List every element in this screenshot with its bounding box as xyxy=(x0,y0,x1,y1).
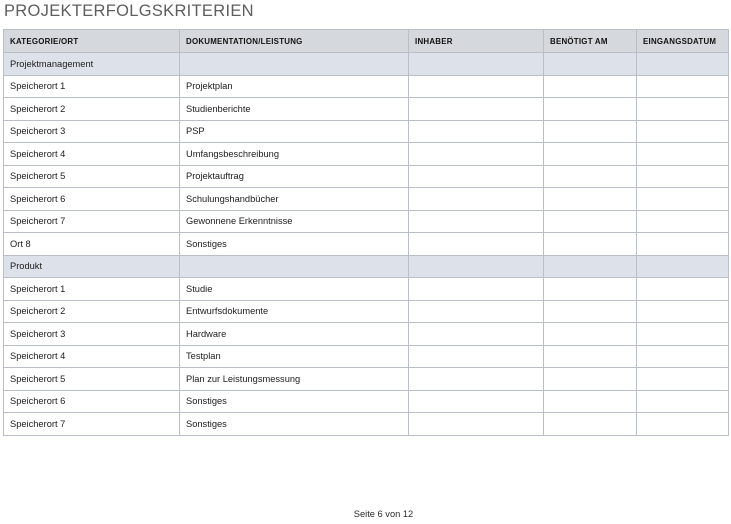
table-header xyxy=(4,30,729,53)
column-header-dokumentation_leistung: DOKUMENTATION/LEISTUNG xyxy=(180,30,409,53)
cell-kategorie_ort: Speicherort 5 xyxy=(4,368,180,391)
cell-kategorie_ort: Speicherort 7 xyxy=(4,413,180,436)
cell-eingangsdatum[interactable] xyxy=(637,345,729,368)
cell-inhaber[interactable] xyxy=(409,188,544,211)
cell-inhaber[interactable] xyxy=(409,143,544,166)
cell-kategorie_ort: Speicherort 1 xyxy=(4,75,180,98)
group-empty-cell-eingangsdatum xyxy=(637,53,729,76)
cell-eingangsdatum[interactable] xyxy=(637,120,729,143)
cell-benoetigt_am[interactable] xyxy=(544,345,637,368)
cell-dokumentation_leistung: Studie xyxy=(180,278,409,301)
cell-inhaber[interactable] xyxy=(409,233,544,256)
table-row xyxy=(4,413,729,436)
table-row xyxy=(4,278,729,301)
cell-kategorie_ort: Speicherort 4 xyxy=(4,143,180,166)
table-row xyxy=(4,323,729,346)
cell-inhaber[interactable] xyxy=(409,210,544,233)
table-row xyxy=(4,120,729,143)
table-row xyxy=(4,345,729,368)
cell-inhaber[interactable] xyxy=(409,75,544,98)
cell-dokumentation_leistung: Entwurfsdokumente xyxy=(180,300,409,323)
cell-eingangsdatum[interactable] xyxy=(637,233,729,256)
project-success-criteria-table xyxy=(3,29,729,436)
group-empty-cell-inhaber xyxy=(409,53,544,76)
cell-inhaber[interactable] xyxy=(409,345,544,368)
group-label: Projektmanagement xyxy=(4,53,180,76)
cell-eingangsdatum[interactable] xyxy=(637,390,729,413)
cell-benoetigt_am[interactable] xyxy=(544,368,637,391)
cell-inhaber[interactable] xyxy=(409,120,544,143)
table-row xyxy=(4,390,729,413)
cell-inhaber[interactable] xyxy=(409,98,544,121)
cell-dokumentation_leistung: Projektauftrag xyxy=(180,165,409,188)
cell-dokumentation_leistung: Umfangsbeschreibung xyxy=(180,143,409,166)
cell-kategorie_ort: Speicherort 4 xyxy=(4,345,180,368)
group-empty-cell-inhaber xyxy=(409,255,544,278)
table-body xyxy=(4,53,729,436)
group-empty-cell-benoetigt_am xyxy=(544,53,637,76)
cell-benoetigt_am[interactable] xyxy=(544,210,637,233)
table-row xyxy=(4,165,729,188)
cell-eingangsdatum[interactable] xyxy=(637,210,729,233)
cell-benoetigt_am[interactable] xyxy=(544,75,637,98)
cell-kategorie_ort: Speicherort 2 xyxy=(4,300,180,323)
cell-dokumentation_leistung: Sonstiges xyxy=(180,233,409,256)
column-header-benoetigt_am: BENÖTIGT AM xyxy=(544,30,637,53)
cell-kategorie_ort: Speicherort 1 xyxy=(4,278,180,301)
cell-eingangsdatum[interactable] xyxy=(637,278,729,301)
cell-benoetigt_am[interactable] xyxy=(544,390,637,413)
cell-benoetigt_am[interactable] xyxy=(544,143,637,166)
column-header-kategorie_ort: KATEGORIE/ORT xyxy=(4,30,180,53)
cell-benoetigt_am[interactable] xyxy=(544,98,637,121)
table-row xyxy=(4,300,729,323)
page-number-label: Seite 6 von 12 xyxy=(353,509,414,519)
table-group-row xyxy=(4,53,729,76)
cell-kategorie_ort: Speicherort 6 xyxy=(4,390,180,413)
column-header-eingangsdatum: EINGANGSDATUM xyxy=(637,30,729,53)
cell-eingangsdatum[interactable] xyxy=(637,413,729,436)
cell-dokumentation_leistung: Studienberichte xyxy=(180,98,409,121)
criteria-table-container xyxy=(3,29,728,436)
cell-eingangsdatum[interactable] xyxy=(637,300,729,323)
page-footer xyxy=(0,509,731,519)
table-row xyxy=(4,368,729,391)
cell-kategorie_ort: Speicherort 3 xyxy=(4,120,180,143)
group-label: Produkt xyxy=(4,255,180,278)
table-row xyxy=(4,75,729,98)
cell-inhaber[interactable] xyxy=(409,165,544,188)
cell-dokumentation_leistung: PSP xyxy=(180,120,409,143)
cell-dokumentation_leistung: Sonstiges xyxy=(180,390,409,413)
cell-dokumentation_leistung: Sonstiges xyxy=(180,413,409,436)
page-title: PROJEKTERFOLGSKRITERIEN xyxy=(4,2,254,20)
cell-eingangsdatum[interactable] xyxy=(637,143,729,166)
cell-benoetigt_am[interactable] xyxy=(544,300,637,323)
cell-dokumentation_leistung: Plan zur Leistungsmessung xyxy=(180,368,409,391)
cell-eingangsdatum[interactable] xyxy=(637,165,729,188)
group-empty-cell-dokumentation_leistung xyxy=(180,255,409,278)
column-header-inhaber: INHABER xyxy=(409,30,544,53)
table-row xyxy=(4,188,729,211)
cell-benoetigt_am[interactable] xyxy=(544,233,637,256)
cell-benoetigt_am[interactable] xyxy=(544,120,637,143)
table-group-row xyxy=(4,255,729,278)
cell-dokumentation_leistung: Schulungshandbücher xyxy=(180,188,409,211)
cell-benoetigt_am[interactable] xyxy=(544,278,637,301)
table-row xyxy=(4,210,729,233)
cell-benoetigt_am[interactable] xyxy=(544,165,637,188)
cell-kategorie_ort: Speicherort 5 xyxy=(4,165,180,188)
cell-dokumentation_leistung: Hardware xyxy=(180,323,409,346)
table-row xyxy=(4,143,729,166)
cell-benoetigt_am[interactable] xyxy=(544,188,637,211)
cell-kategorie_ort: Speicherort 7 xyxy=(4,210,180,233)
table-row xyxy=(4,98,729,121)
cell-kategorie_ort: Speicherort 3 xyxy=(4,323,180,346)
cell-kategorie_ort: Speicherort 6 xyxy=(4,188,180,211)
cell-inhaber[interactable] xyxy=(409,368,544,391)
cell-eingangsdatum[interactable] xyxy=(637,75,729,98)
cell-inhaber[interactable] xyxy=(409,278,544,301)
group-empty-cell-eingangsdatum xyxy=(637,255,729,278)
cell-dokumentation_leistung: Testplan xyxy=(180,345,409,368)
cell-inhaber[interactable] xyxy=(409,390,544,413)
cell-inhaber[interactable] xyxy=(409,413,544,436)
group-empty-cell-dokumentation_leistung xyxy=(180,53,409,76)
cell-benoetigt_am[interactable] xyxy=(544,323,637,346)
cell-kategorie_ort: Speicherort 2 xyxy=(4,98,180,121)
table-header-row xyxy=(4,30,729,53)
cell-eingangsdatum[interactable] xyxy=(637,188,729,211)
cell-eingangsdatum[interactable] xyxy=(637,98,729,121)
group-empty-cell-benoetigt_am xyxy=(544,255,637,278)
cell-kategorie_ort: Ort 8 xyxy=(4,233,180,256)
cell-inhaber[interactable] xyxy=(409,323,544,346)
cell-benoetigt_am[interactable] xyxy=(544,413,637,436)
cell-inhaber[interactable] xyxy=(409,300,544,323)
cell-dokumentation_leistung: Gewonnene Erkenntnisse xyxy=(180,210,409,233)
cell-eingangsdatum[interactable] xyxy=(637,323,729,346)
table-row xyxy=(4,233,729,256)
cell-dokumentation_leistung: Projektplan xyxy=(180,75,409,98)
cell-eingangsdatum[interactable] xyxy=(637,368,729,391)
